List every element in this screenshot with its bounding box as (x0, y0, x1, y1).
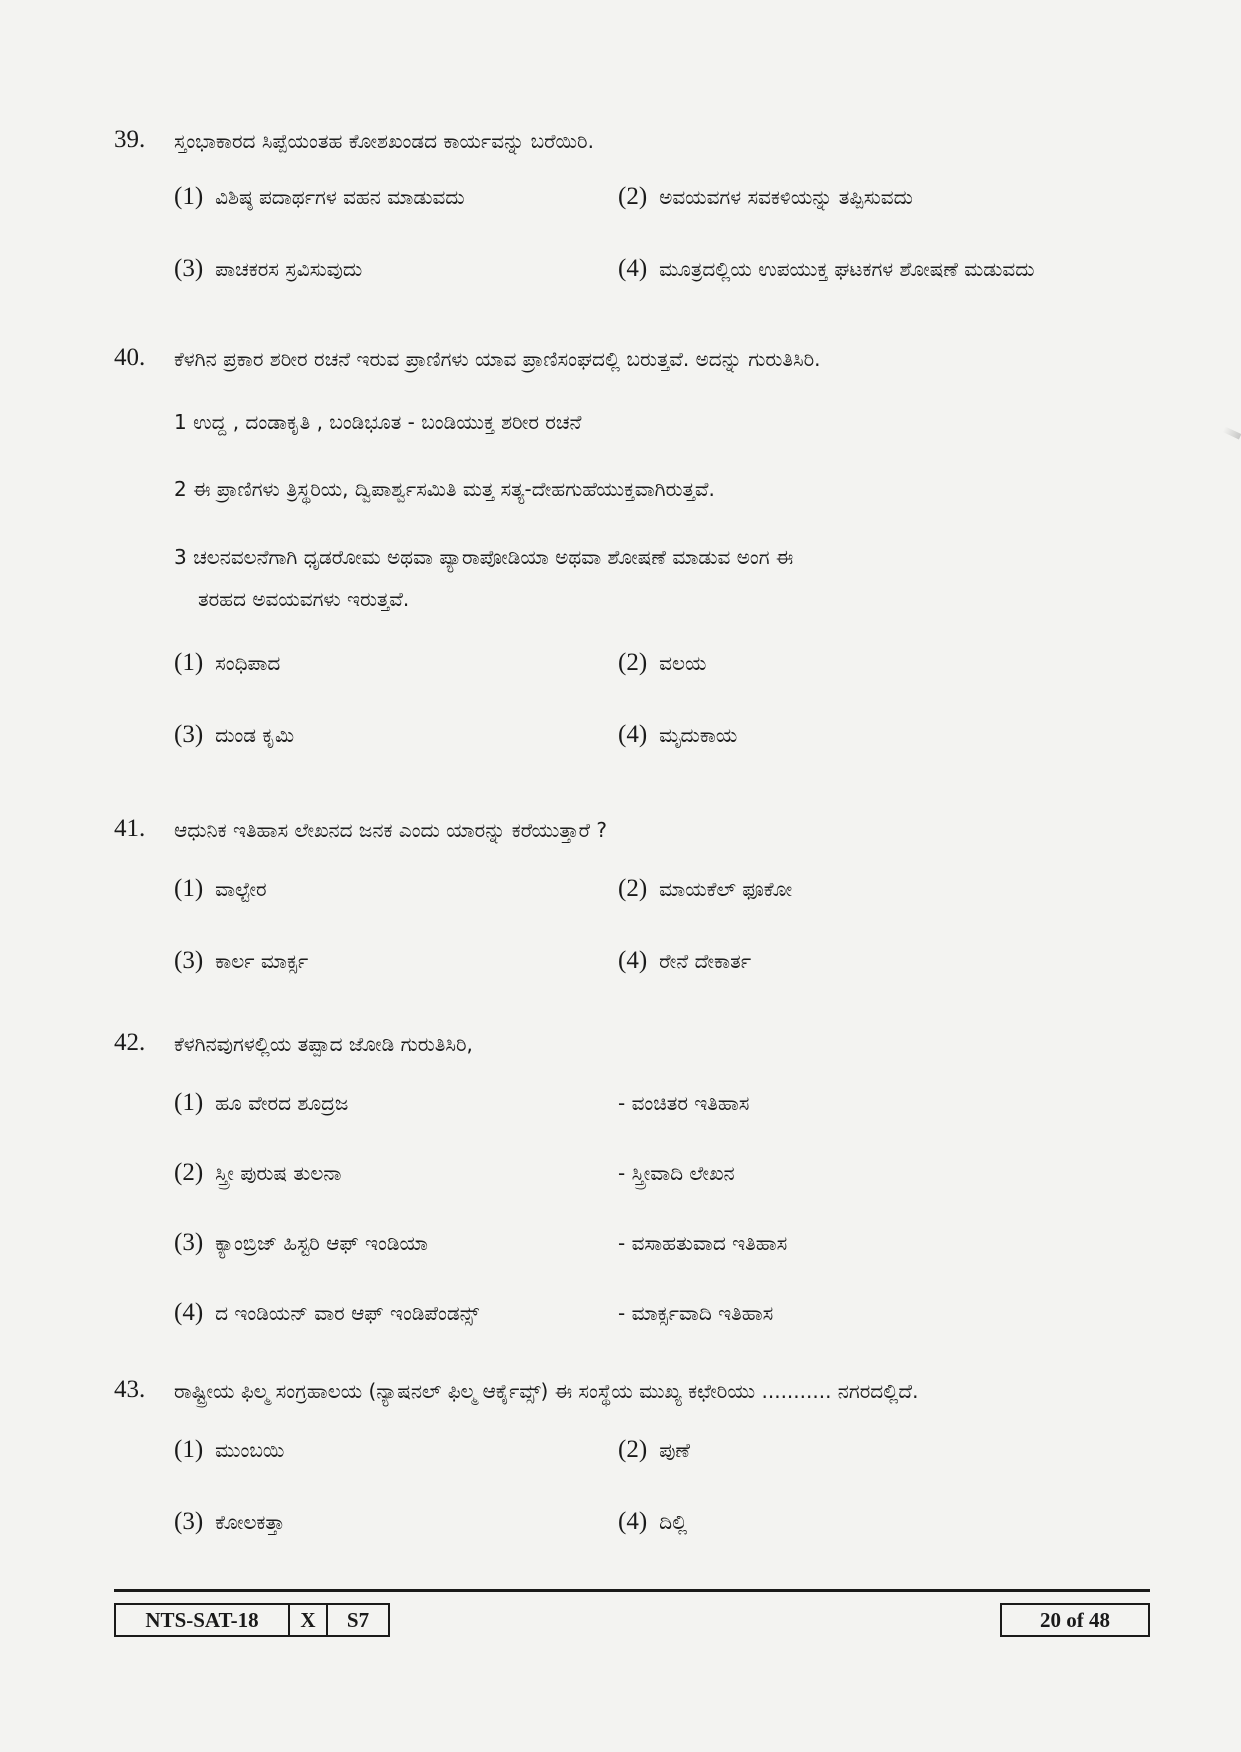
question-39 (114, 126, 1174, 325)
option-2 (618, 181, 913, 213)
scan-artifact (1223, 426, 1241, 439)
question-text: ಕೆಳಗಿನ ಪ್ರಕಾರ ಶರೀರ ರಚನೆ ಇರುವ ಪ್ರಾಣಿಗಳು ಯಾವ ಪ್ರಾಣಿಸಂಘದಲ್ಲಿ ಬರುತ್ತವೆ. ಅದನ್ನು ಗುರುತಿಸಿರಿ. (174, 347, 821, 371)
option-number: (1) (174, 649, 204, 676)
question-line (114, 126, 1174, 166)
exam-code: NTS-SAT-18 (145, 1608, 259, 1632)
option-3 (174, 253, 362, 285)
question-41 (114, 815, 1174, 1017)
option-number: (3) (174, 947, 204, 974)
option-text: ಮುಂಬಯಿ (215, 1438, 285, 1462)
exam-code-box (114, 1603, 290, 1637)
option-text: ಕ್ಯಾಂಬ್ರಿಜ್ ಹಿಸ್ಟರಿ ಆಫ್ ಇಂಡಿಯಾ (215, 1231, 428, 1255)
question-40 (114, 344, 1174, 791)
option-2-pair: - ಸ್ತ್ರೀವಾದಿ ಲೇಖನ (618, 1161, 735, 1185)
option-number: (1) (174, 183, 204, 210)
option-text: ಸ್ತ್ರೀ ಪುರುಷ ತುಲನಾ (215, 1161, 342, 1185)
option-text: ಕಾರ್ಲ ಮಾರ್ಕ್ಸ (215, 949, 309, 973)
option-row (174, 181, 1174, 253)
question-number: 41. (114, 815, 146, 842)
set-box (326, 1603, 390, 1637)
option-1 (174, 647, 280, 679)
option-3 (174, 945, 308, 977)
option-text: ಅವಯವಗಳ ಸವಕಳಿಯನ್ನು ತಪ್ಪಿಸುವದು (659, 185, 913, 209)
statement-3-cont: ತರಹದ ಅವಯವಗಳು ಇರುತ್ತವೆ. (198, 587, 410, 611)
option-text: ರೇನೆ ದೇಕಾರ್ತ (659, 949, 752, 973)
option-text: ದ ಇಂಡಿಯನ್ ವಾರ ಆಫ್ ಇಂಡಿಪೆಂಡನ್ಸ್ (215, 1301, 480, 1325)
option-3 (174, 1227, 428, 1259)
question-text: ರಾಷ್ಟ್ರೀಯ ಫಿಲ್ಮ ಸಂಗ್ರಹಾಲಯ (ನ್ಯಾಷನಲ್ ಫಿಲ್ಮ ಆರ್ಕೈವ್ಸ್) ಈ ಸಂಸ್ಥೆಯ ಮುಖ್ಯ ಕಛೇರಿಯು ........... ನಗರದಲ್ಲಿದೆ. (174, 1379, 919, 1403)
option-2 (618, 647, 706, 679)
option-text: ಮೂತ್ರದಲ್ಲಿಯ ಉಪಯುಕ್ತ ಘಟಕಗಳ ಶೋಷಣೆ ಮಡುವದು (659, 257, 1035, 281)
class-box (288, 1603, 328, 1637)
option-text: ಹೂ ವೇರದ ಶೂದ್ರಜ (215, 1091, 349, 1115)
options (174, 181, 1174, 325)
question-line (114, 1029, 1174, 1069)
option-1-pair: - ವಂಚಿತರ ಇತಿಹಾಸ (618, 1091, 750, 1115)
option-text: ದಿಲ್ಲಿ (659, 1510, 688, 1534)
option-row (174, 1434, 1174, 1506)
option-number: (1) (174, 875, 204, 902)
options (174, 647, 1174, 791)
option-4 (618, 719, 737, 751)
option-number: (3) (174, 721, 204, 748)
option-number: (2) (618, 649, 648, 676)
options (174, 1087, 1174, 1367)
option-row (174, 719, 1174, 791)
option-text: ಸಂಧಿಪಾದ (215, 651, 281, 675)
question-text: ಆಧುನಿಕ ಇತಿಹಾಸ ಲೇಖನದ ಜನಕ ಎಂದು ಯಾರನ್ನು ಕರೆಯುತ್ತಾರೆ ? (174, 818, 608, 842)
question-number: 42. (114, 1029, 146, 1056)
option-text: ವಾಲ್ಟೇರ (215, 877, 267, 901)
options (174, 1434, 1174, 1578)
option-number: (4) (618, 721, 648, 748)
question-42 (114, 1029, 1174, 1367)
footer-rule (114, 1589, 1150, 1592)
option-3-pair: - ವಸಾಹತುವಾದ ಇತಿಹಾಸ (618, 1231, 788, 1255)
option-text: ಮಾಯಕೆಲ್ ಫೂಕೋ (659, 877, 793, 901)
statement-1: 1 ಉದ್ದ , ದಂಡಾಕೃತಿ , ಬಂಡಿಭೂತ - ಬಂಡಿಯುಕ್ತ ಶರೀರ ರಚನೆ (174, 410, 582, 434)
question-text: ಸ್ತಂಭಾಕಾರದ ಸಿಪ್ಪೆಯಂತಹ ಕೋಶಖಂಡದ ಕಾರ್ಯವನ್ನು ಬರೆಯಿರಿ. (174, 129, 594, 153)
option-number: (4) (618, 1508, 648, 1535)
option-row (174, 1297, 1174, 1367)
option-4 (618, 253, 1035, 285)
option-row (174, 873, 1174, 945)
option-1 (174, 1087, 348, 1119)
question-number: 39. (114, 126, 146, 153)
option-4 (618, 1506, 687, 1538)
option-number: (4) (618, 947, 648, 974)
option-text: ಕೋಲಕತ್ತಾ (215, 1510, 285, 1534)
question-line (114, 344, 1174, 384)
question-43 (114, 1376, 1174, 1578)
question-text: ಕೆಳಗಿನವುಗಳಲ್ಲಿಯ ತಪ್ಪಾದ ಜೋಡಿ ಗುರುತಿಸಿರಿ, (174, 1032, 473, 1056)
question-number: 43. (114, 1376, 146, 1403)
option-row (174, 1227, 1174, 1297)
page-number-box (1000, 1603, 1150, 1637)
option-1 (174, 1434, 284, 1466)
option-number: (2) (174, 1159, 204, 1186)
option-row (174, 1087, 1174, 1157)
option-number: (4) (174, 1299, 204, 1326)
options (174, 873, 1174, 1017)
option-4 (618, 945, 751, 977)
option-text: ಪಾಚಕರಸ ಸ್ರವಿಸುವುದು (215, 257, 363, 281)
statement-3: 3 ಚಲನವಲನೆಗಾಗಿ ಧೃಡರೋಮ ಅಥವಾ ಪ್ಯಾರಾಪೋಡಿಯಾ ಅಥವಾ ಶೋಷಣೆ ಮಾಡುವ ಅಂಗ ಈ (174, 545, 794, 569)
option-number: (1) (174, 1436, 204, 1463)
statement-2: 2 ಈ ಪ್ರಾಣಿಗಳು ತ್ರಿಸ್ಥರಿಯ, ದ್ವಿಪಾರ್ಶ್ವಸಮಿತಿ ಮತ್ತ ಸತ್ಯ-ದೇಹಗುಹೆಯುಕ್ತವಾಗಿರುತ್ತವೆ. (174, 477, 715, 501)
option-row (174, 1157, 1174, 1227)
option-text: ವಿಶಿಷ್ಠ ಪದಾರ್ಥಗಳ ವಹನ ಮಾಡುವದು (215, 185, 465, 209)
option-text: ಮೃದುಕಾಯ (659, 723, 738, 747)
option-row (174, 647, 1174, 719)
option-number: (3) (174, 1508, 204, 1535)
option-3 (174, 1506, 285, 1538)
option-row (174, 253, 1174, 325)
option-number: (2) (618, 875, 648, 902)
option-1 (174, 873, 267, 905)
option-3 (174, 719, 294, 751)
page-footer (114, 1603, 1150, 1637)
question-number: 40. (114, 344, 146, 371)
option-text: ಪುಣೆ (659, 1438, 690, 1462)
option-4 (174, 1297, 479, 1329)
option-2 (174, 1157, 341, 1189)
option-4-pair: - ಮಾರ್ಕ್ಸವಾದಿ ಇತಿಹಾಸ (618, 1301, 774, 1325)
question-line (114, 815, 1174, 855)
option-1 (174, 181, 465, 213)
option-2 (618, 1434, 690, 1466)
option-row (174, 1506, 1174, 1578)
class-label: X (300, 1608, 316, 1632)
question-line (114, 1376, 1174, 1416)
option-text: ದುಂಡ ಕೃಮಿ (215, 723, 295, 747)
option-number: (3) (174, 1229, 204, 1256)
page-number: 20 of 48 (1040, 1608, 1110, 1632)
set-label: S7 (346, 1608, 370, 1632)
option-number: (1) (174, 1089, 204, 1116)
option-number: (2) (618, 1436, 648, 1463)
option-number: (3) (174, 255, 204, 282)
option-number: (4) (618, 255, 648, 282)
option-row (174, 945, 1174, 1017)
option-text: ವಲಯ (659, 651, 707, 675)
option-2 (618, 873, 792, 905)
option-number: (2) (618, 183, 648, 210)
